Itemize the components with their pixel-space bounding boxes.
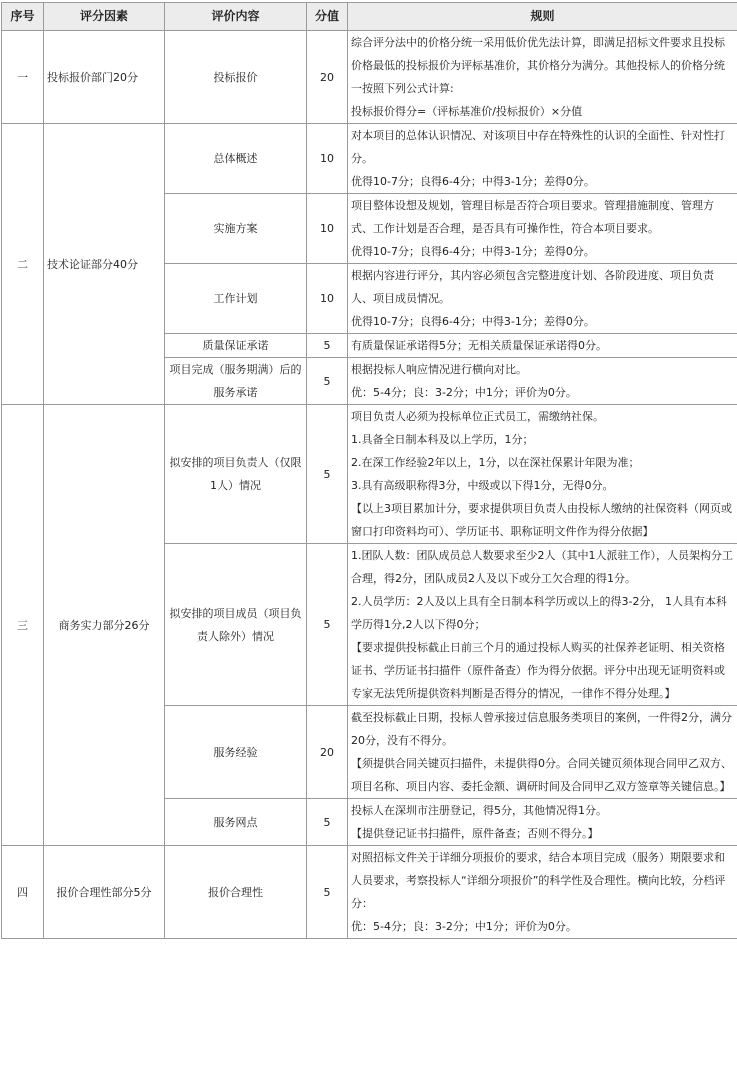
item-score: 5	[307, 544, 348, 706]
rule-line: 根据投标人响应情况进行横向对比。	[351, 358, 734, 381]
item-content: 服务经验	[165, 706, 307, 799]
rule-line: 对照招标文件关于详细分项报价的要求，结合本项目完成（服务）期限要求和人员要求，考察投标人“详细分项报价”的科学性及合理性。横向比较，分档评分：	[351, 846, 734, 915]
item-content: 总体概述	[165, 124, 307, 194]
header-no: 序号	[2, 3, 44, 31]
rule-line: 对本项目的总体认识情况、对该项目中存在特殊性的认识的全面性、针对性打分。	[351, 124, 734, 170]
rule-line: 【须提供合同关键页扫描件，未提供得0分。合同关键页须体现合同甲乙双方、项目名称、项目内容、委托金额、调研时间及合同甲乙双方签章等关键信息。】	[351, 752, 734, 798]
rule-line: 综合评分法中的价格分统一采用低价优先法计算，即满足招标文件要求且投标价格最低的投标报价为评标基准价，其价格分为满分。其他投标人的价格分统一按照下列公式计算:	[351, 31, 734, 100]
header-rules: 规则	[348, 3, 737, 31]
section-factor: 商务实力部分26分	[44, 405, 165, 846]
table-row	[2, 124, 737, 194]
rule-line: 1.具备全日制本科及以上学历，1分；	[351, 428, 734, 451]
item-score: 10	[307, 264, 348, 334]
rule-line: 投标人在深圳市注册登记，得5分，其他情况得1分。	[351, 799, 734, 822]
rule-line: 投标报价得分=（评标基准价/投标报价）×分值	[351, 100, 734, 123]
item-content: 报价合理性	[165, 846, 307, 939]
rule-line: 3.具有高级职称得3分，中级或以下得1分，无得0分。	[351, 474, 734, 497]
item-rules	[348, 194, 737, 264]
rule-line: 项目整体设想及规划，管理目标是否符合项目要求。管理措施制度、管理方式、工作计划是否合理，是否具有可操作性，符合本项目要求。	[351, 194, 734, 240]
item-score: 5	[307, 358, 348, 405]
item-content: 项目完成（服务期满）后的服务承诺	[165, 358, 307, 405]
section-number: 四	[2, 846, 44, 939]
item-rules	[348, 706, 737, 799]
item-content: 拟安排的项目负责人（仅限1人）情况	[165, 405, 307, 544]
item-content: 投标报价	[165, 31, 307, 124]
item-content: 质量保证承诺	[165, 334, 307, 358]
item-rules	[348, 544, 737, 706]
item-content: 拟安排的项目成员（项目负责人除外）情况	[165, 544, 307, 706]
rule-line: 根据内容进行评分，其内容必须包含完整进度计划、各阶段进度、项目负责人、项目成员情况。	[351, 264, 734, 310]
item-rules	[348, 334, 737, 358]
section-factor: 投标报价部门20分	[44, 31, 165, 124]
item-content: 服务网点	[165, 799, 307, 846]
section-number: 一	[2, 31, 44, 124]
item-score: 5	[307, 799, 348, 846]
rule-line: 优得10-7分；良得6-4分；中得3-1分；差得0分。	[351, 240, 734, 263]
scoring-table	[1, 2, 737, 939]
item-score: 5	[307, 846, 348, 939]
rule-line: 【提供登记证书扫描件，原件备查；否则不得分。】	[351, 822, 734, 845]
section-factor: 技术论证部分40分	[44, 124, 165, 405]
table-row	[2, 846, 737, 939]
item-content: 工作计划	[165, 264, 307, 334]
item-rules	[348, 846, 737, 939]
rule-line: 截至投标截止日期，投标人曾承接过信息服务类项目的案例，一件得2分，满分20分，没有不得分。	[351, 706, 734, 752]
header-content: 评价内容	[165, 3, 307, 31]
rule-line: 【要求提供投标截止日前三个月的通过投标人购买的社保养老证明、相关资格证书、学历证书扫描件（原件备查）作为得分依据。评分中出现无证明资料或专家无法凭所提供资料判断是否得分的情况，一律作不得分处理。】	[351, 636, 734, 705]
item-rules	[348, 264, 737, 334]
rule-line: 优：5-4分；良：3-2分；中1分；评价为0分。	[351, 381, 734, 404]
item-score: 10	[307, 194, 348, 264]
item-score: 20	[307, 31, 348, 124]
section-factor: 报价合理性部分5分	[44, 846, 165, 939]
rule-line: 优得10-7分；良得6-4分；中得3-1分；差得0分。	[351, 170, 734, 193]
header-factor: 评分因素	[44, 3, 165, 31]
item-score: 5	[307, 405, 348, 544]
rule-line: 【以上3项目累加计分，要求提供项目负责人由投标人缴纳的社保资料（网页或窗口打印资料均可）、学历证书、职称证明文件作为得分依据】	[351, 497, 734, 543]
rule-line: 2.在深工作经验2年以上，1分，以在深社保累计年限为准；	[351, 451, 734, 474]
header-score: 分值	[307, 3, 348, 31]
item-score: 20	[307, 706, 348, 799]
item-score: 10	[307, 124, 348, 194]
item-rules	[348, 358, 737, 405]
item-rules	[348, 31, 737, 124]
rule-line: 2.人员学历：2人及以上具有全日制本科学历或以上的得3-2分， 1人具有本科学历得1分,2人以下得0分；	[351, 590, 734, 636]
item-rules	[348, 405, 737, 544]
rule-line: 项目负责人必须为投标单位正式员工，需缴纳社保。	[351, 405, 734, 428]
section-number: 三	[2, 405, 44, 846]
rule-line: 优：5-4分；良：3-2分；中1分；评价为0分。	[351, 915, 734, 938]
table-row	[2, 405, 737, 544]
rule-line: 有质量保证承诺得5分；无相关质量保证承诺得0分。	[351, 334, 734, 357]
item-content: 实施方案	[165, 194, 307, 264]
table-row	[2, 31, 737, 124]
header-row	[2, 3, 737, 31]
item-rules	[348, 124, 737, 194]
item-score: 5	[307, 334, 348, 358]
section-number: 二	[2, 124, 44, 405]
item-rules	[348, 799, 737, 846]
rule-line: 优得10-7分；良得6-4分；中得3-1分；差得0分。	[351, 310, 734, 333]
rule-line: 1.团队人数：团队成员总人数要求至少2人（其中1人派驻工作），人员架构分工合理，得2分，团队成员2人及以下或分工欠合理的得1分。	[351, 544, 734, 590]
